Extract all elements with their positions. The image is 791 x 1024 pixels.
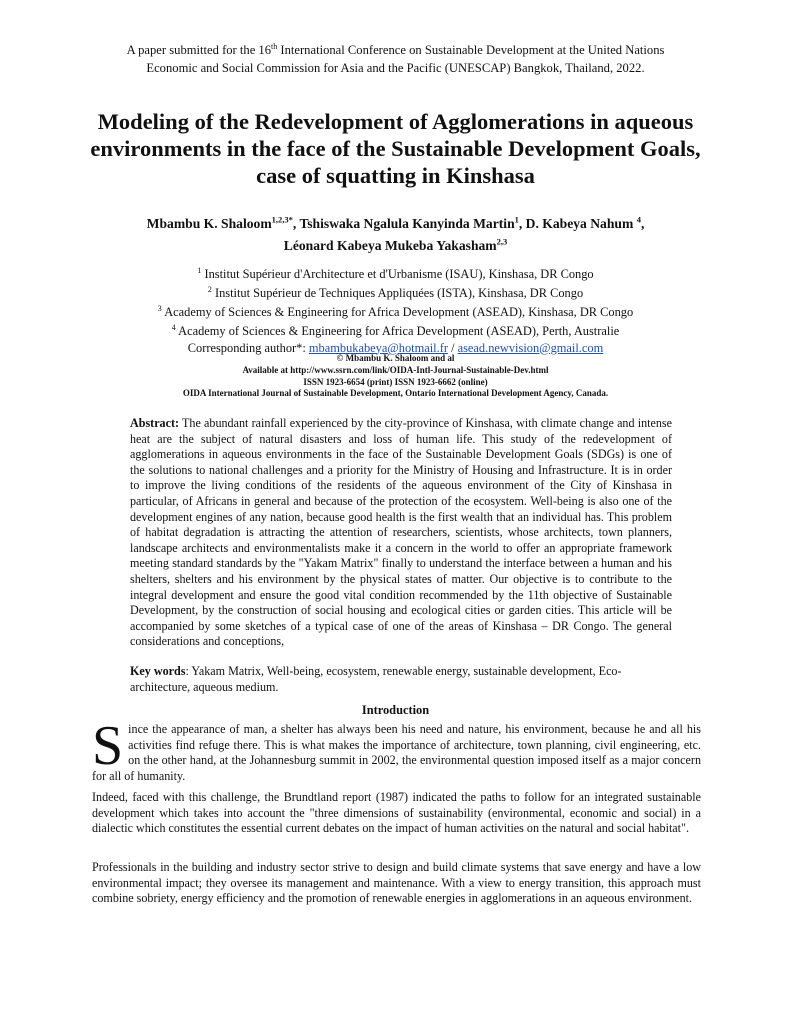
intro-paragraph-1: Since the appearance of man, a shelter has always been his need and nature, his environment, because he and all his activities find refuge there. This is what makes the importance of architecture, town planning, civil engineering, etc. on the other hand, at the Johannesburg summit in 2002, the environmental question imposed itself as a major concern for all of humanity. [92,715,701,783]
copyright: © Mbambu K. Shaloom and al [336,353,455,363]
affiliation: $^3$ Academy of Sciences & Engineering for Africa Development (ASEAD), Kinshasa, DR Congo [157,304,634,320]
intro-paragraph-3: Professionals in the building and industry sector strive to design and build climate systems that save energy and have a low environmental impact; they oversee its management and maintenance. With a view to energy transition, this approach must combine sobriety, energy efficiency and the promotion of renewable energies in agglomerations in an aqueous environment. [92,860,701,906]
conference-note-line-2: Economic and Social Commission for Asia and the Pacific (UNESCAP) Bangkok, Thailand, 2022. [146,61,645,76]
author-list [90,210,701,255]
affiliation: $^1$ Institut Supérieur d'Architecture et d'Urbanisme (ISAU), Kinshasa, DR Congo [197,266,594,282]
email-link-gmail[interactable]: asead.newvision@gmail.com [457,340,604,355]
author: Tshiswaka Ngalula Kanyinda Martin$^1$, [299,214,526,231]
email-link-hotmail[interactable]: mbambukabeya@hotmail.fr [308,340,448,355]
section-heading-introduction: Introduction [361,703,430,717]
keywords-text: : Yakam Matrix, Well-being, ecosystem, renewable energy, sustainable development, Eco-architecture, aqueous medium. [130,664,622,694]
author: D. Kabeya Nahum $^4$, [525,214,645,231]
abstract-label: Abstract: [130,416,180,430]
journal-name: OIDA International Journal of Sustainable Development, Ontario International Development Agency, Canada. [182,388,609,399]
availability-url: Available at http://www.ssrn.com/link/OIDA-Intl-Journal-Sustainable-Dev.html [242,364,549,375]
paper-title: Modeling of the Redevelopment of Agglomerations in aqueous environments in the face of the Sustainable Development Goals, case of squatting in Kinshasa [90,109,701,188]
corresponding-author: Corresponding author*: mbambukabeya@hotmail.fr / asead.newvision@gmail.com [187,340,604,355]
issn: ISSN 1923-6654 (print) ISSN 1923-6662 (online) [303,376,488,387]
publication-meta [90,353,701,400]
intro-paragraph-2: Indeed, faced with this challenge, the Brundtland report (1987) indicated the paths to follow for an integrated sustainable development which takes into account the "three dimensions of sustainability (environmental, economic and social) in a dialectic which constitutes the essential current debates on the impact of human activities on the natural and social habitat". [92,790,701,836]
author: Léonard Kabeya Mukeba Yakasham$^{2,3}$ [283,236,508,254]
conference-note [90,38,701,77]
drop-cap: S [92,715,124,777]
affiliation: $^2$ Institut Supérieur de Techniques Appliquées (ISTA), Kinshasa, DR Congo [207,285,584,301]
affiliation: $^4$ Academy of Sciences & Engineering for Africa Development (ASEAD), Perth, Australie [171,323,620,339]
abstract-text: The abundant rainfall experienced by the city-province of Kinshasa, with climate change and intense heat are the subject of natural disasters and loss of human life. This study of the redevelopment of agglomerations in aqueous environments in the face of the Sustainable Development Goals (SDGs) is one of the solutions to national challenges and a priority for the Ministry of Housing and Infrastructure. It is in order to improve the living conditions of the residents of the aqueous environment of the City of Kinshasa in particular, of Africans in general and because of the protection of the ecosystem. Well-being is also one of the development engines of any nation, because good health is the first wealth that an individual has. This problem of habitat degradation is attracting the attention of researchers, scientists, whose architects, town planners, landscape architects and environmentalists make it a concern in the world to offer an appropriate framework meeting standard standards by the "Yakam Matrix" finally to understand the interface between a human and his shelters, shelters and his environment by the physical states of matter. Our objective is to contribute to the integral development and ensure the good vital condition recommended by the 11th objective of Sustainable Development, by the construction of social housing and ecological cities or garden cities. This article will be accompanied by some sketches of a typical case of one of the areas of Kinshasa – DR Congo. The general considerations and conceptions, [130,416,672,649]
conference-note-line-1: A paper submitted for the 16th International Conference on Sustainable Development at the United Nations [126,42,665,58]
corresponding-author-label: Corresponding author*: [187,340,309,355]
keywords-label: Key words [130,664,186,678]
keywords [130,664,672,695]
author: Mbambu K. Shaloom$^{1,2,3*}$, [146,214,300,231]
affiliations [90,263,701,356]
abstract [130,416,672,650]
